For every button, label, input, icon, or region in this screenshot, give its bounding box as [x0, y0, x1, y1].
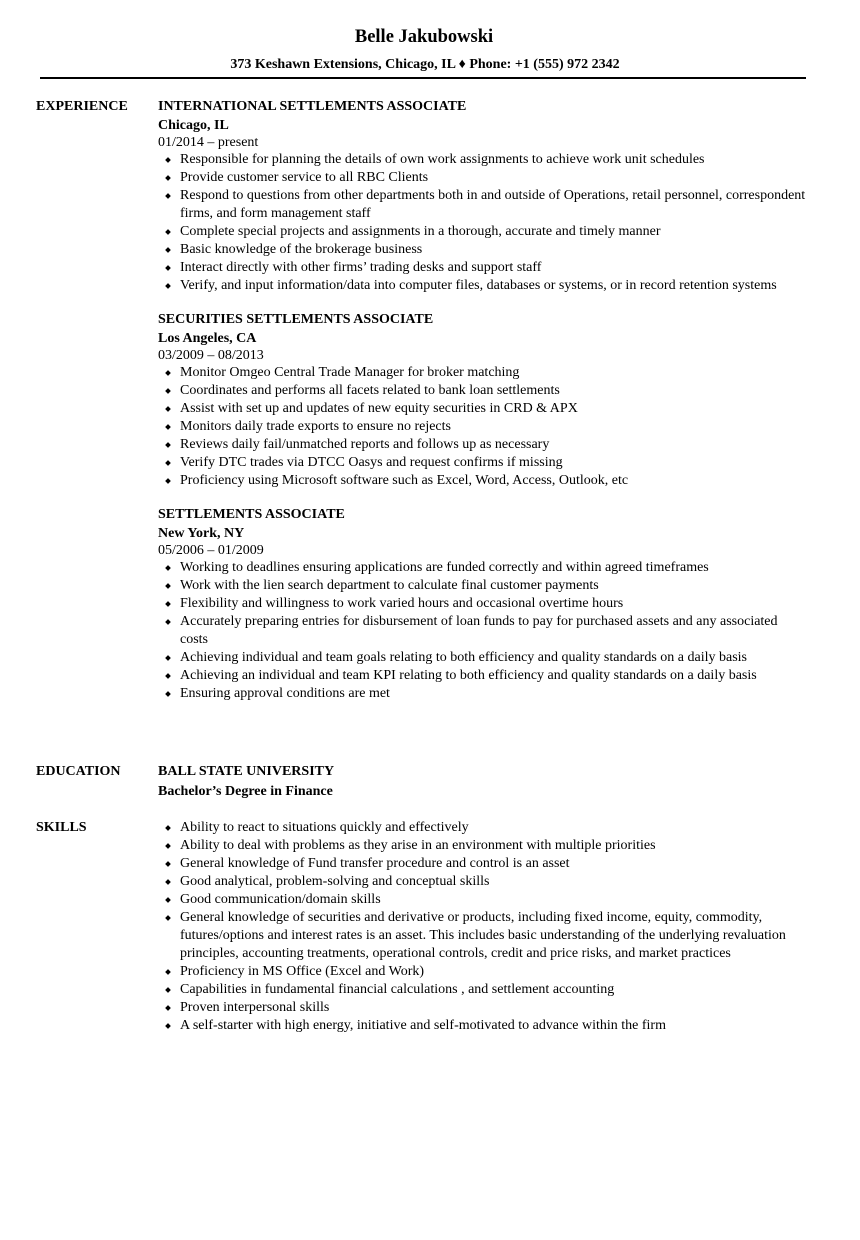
job-entry [158, 506, 808, 703]
job-location: Chicago, IL [158, 118, 229, 133]
job-title: INTERNATIONAL SETTLEMENTS ASSOCIATE [158, 99, 467, 114]
candidate-name: Belle Jakubowski [354, 27, 494, 47]
skill-item: General knowledge of Fund transfer procedure and control is an asset [158, 855, 808, 873]
education-body [158, 763, 808, 801]
bullet-item: Monitor Omgeo Central Trade Manager for broker matching [158, 364, 808, 382]
skill-item: A self-starter with high energy, initiative and self-motivated to advance within the firm [158, 1017, 808, 1035]
bullet-item: Coordinates and performs all facets related to bank loan settlements [158, 382, 808, 400]
bullet-item: Achieving an individual and team KPI relating to both efficiency and quality standards on a daily basis [158, 667, 808, 685]
job-location: New York, NY [158, 526, 245, 541]
bullet-item: Provide customer service to all RBC Clients [158, 169, 808, 187]
experience-body [158, 98, 808, 719]
school-name: BALL STATE UNIVERSITY [158, 764, 335, 779]
bullet-item: Monitors daily trade exports to ensure no rejects [158, 418, 808, 436]
bullet-item: Achieving individual and team goals relating to both efficiency and quality standards on a daily basis [158, 649, 808, 667]
resume-header [0, 24, 860, 74]
skill-item: Proven interpersonal skills [158, 999, 808, 1017]
bullet-item: Flexibility and willingness to work varied hours and occasional overtime hours [158, 595, 808, 613]
section-label-skills: SKILLS [36, 820, 87, 835]
bullet-item: Verify DTC trades via DTCC Oasys and request confirms if missing [158, 454, 808, 472]
header-divider [40, 77, 806, 79]
job-bullets [158, 559, 808, 703]
bullet-item: Basic knowledge of the brokerage business [158, 241, 808, 259]
bullet-item: Respond to questions from other departments both in and outside of Operations, retail personnel, correspondent firms, and form management staff [158, 187, 808, 223]
job-location: Los Angeles, CA [158, 331, 257, 346]
job-entry [158, 98, 808, 295]
bullet-item: Interact directly with other firms’ trading desks and support staff [158, 259, 808, 277]
skill-item: Ability to deal with problems as they arise in an environment with multiple priorities [158, 837, 808, 855]
job-bullets [158, 364, 808, 490]
bullet-item: Working to deadlines ensuring applications are funded correctly and within agreed timeframes [158, 559, 808, 577]
job-title: SECURITIES SETTLEMENTS ASSOCIATE [158, 312, 434, 327]
contact-line: 373 Keshawn Extensions, Chicago, IL ♦ Phone: +1 (555) 972 2342 [230, 57, 620, 72]
skill-item: Ability to react to situations quickly and effectively [158, 819, 808, 837]
section-label-experience: EXPERIENCE [36, 99, 128, 114]
job-title: SETTLEMENTS ASSOCIATE [158, 507, 345, 522]
job-dates: 03/2009 – 08/2013 [158, 348, 264, 363]
skills-list [158, 819, 808, 1035]
bullet-item: Complete special projects and assignments in a thorough, accurate and timely manner [158, 223, 808, 241]
bullet-item: Assist with set up and updates of new equity securities in CRD & APX [158, 400, 808, 418]
skill-item: Good communication/domain skills [158, 891, 808, 909]
bullet-item: Responsible for planning the details of own work assignments to achieve work unit schedules [158, 151, 808, 169]
section-label-education: EDUCATION [36, 764, 121, 779]
job-entry [158, 311, 808, 490]
bullet-item: Ensuring approval conditions are met [158, 685, 808, 703]
degree: Bachelor’s Degree in Finance [158, 784, 333, 799]
bullet-item: Reviews daily fail/unmatched reports and follows up as necessary [158, 436, 808, 454]
skill-item: General knowledge of securities and derivative or products, including fixed income, equity, commodity, futures/options and interest rates is an asset. This includes basic understanding of the underlying revaluation principles, accounting treatments, operational controls, credit and price risks, and market practices [158, 909, 808, 963]
job-dates: 05/2006 – 01/2009 [158, 543, 264, 558]
skills-body [158, 819, 808, 1035]
skill-item: Capabilities in fundamental financial calculations , and settlement accounting [158, 981, 808, 999]
bullet-item: Verify, and input information/data into computer files, databases or systems, or in record retention systems [158, 277, 808, 295]
job-bullets [158, 151, 808, 295]
skill-item: Proficiency in MS Office (Excel and Work) [158, 963, 808, 981]
skill-item: Good analytical, problem-solving and conceptual skills [158, 873, 808, 891]
bullet-item: Proficiency using Microsoft software such as Excel, Word, Access, Outlook, etc [158, 472, 808, 490]
job-dates: 01/2014 – present [158, 135, 259, 150]
bullet-item: Accurately preparing entries for disbursement of loan funds to pay for purchased assets and any associated costs [158, 613, 808, 649]
bullet-item: Work with the lien search department to calculate final customer payments [158, 577, 808, 595]
